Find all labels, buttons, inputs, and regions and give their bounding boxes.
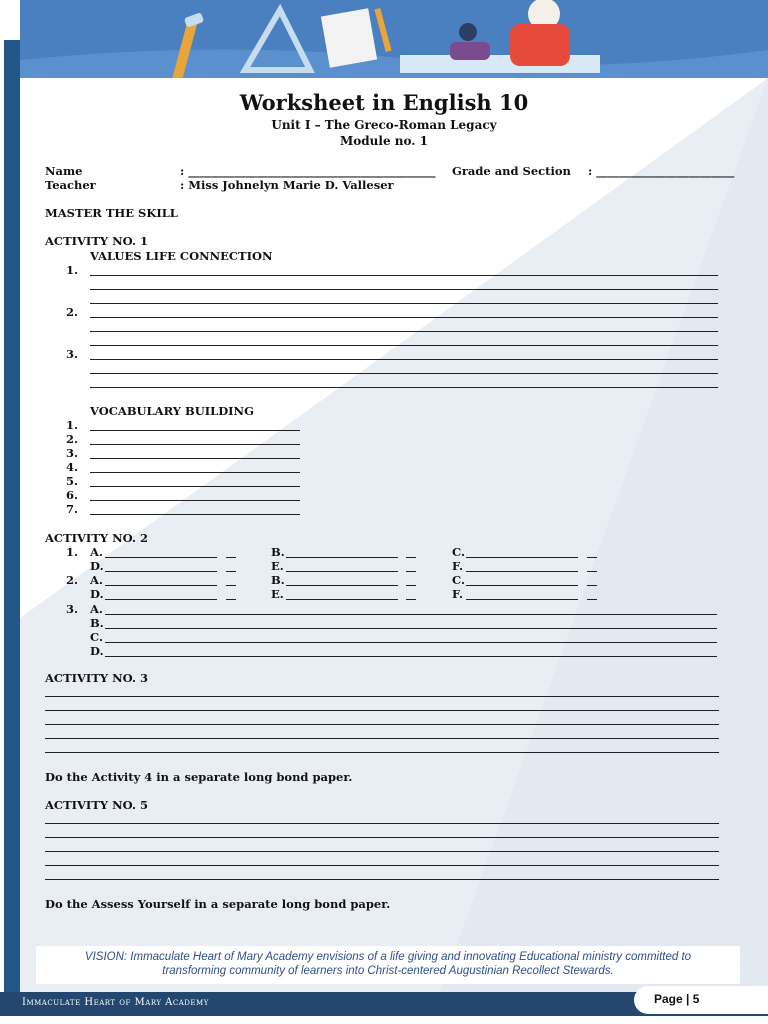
answer-line[interactable] (90, 373, 718, 374)
values-item-number: 2. (65, 305, 78, 319)
essay-answer-line[interactable] (45, 724, 719, 725)
grade-section-label: Grade and Section (452, 164, 571, 178)
activity-2-item-number: 1. (65, 545, 78, 559)
option-mark-line[interactable] (226, 557, 236, 558)
vocab-answer-line[interactable] (90, 430, 300, 431)
activity-2-item-number: 3. (65, 602, 78, 616)
option-mark-line[interactable] (226, 599, 236, 600)
long-answer-line[interactable] (105, 656, 717, 657)
option-letter: A. (90, 545, 103, 559)
essay-answer-line[interactable] (45, 851, 719, 852)
option-answer-line[interactable] (105, 571, 217, 572)
answer-line[interactable] (90, 303, 718, 304)
teacher-label: Teacher (45, 178, 96, 192)
option-letter: A. (90, 573, 103, 587)
vocab-item-number: 2. (65, 432, 78, 446)
long-answer-line[interactable] (105, 628, 717, 629)
answer-line[interactable] (90, 331, 718, 332)
activity-4-instruction: Do the Activity 4 in a separate long bond paper. (45, 770, 353, 784)
option-mark-line[interactable] (226, 571, 236, 572)
vocab-item-number: 7. (65, 502, 78, 516)
option-answer-line[interactable] (286, 599, 398, 600)
option-mark-line[interactable] (587, 599, 597, 600)
option-letter: A. (90, 602, 103, 616)
option-mark-line[interactable] (406, 599, 416, 600)
essay-answer-line[interactable] (45, 837, 719, 838)
option-letter: B. (271, 545, 285, 559)
vocab-item-number: 5. (65, 474, 78, 488)
vision-statement (36, 946, 740, 984)
option-answer-line[interactable] (286, 585, 398, 586)
option-letter: F. (452, 559, 464, 573)
vocabulary-building-heading: VOCABULARY BUILDING (90, 404, 254, 418)
vocab-item-number: 3. (65, 446, 78, 460)
vision-line-1: VISION: Immaculate Heart of Mary Academy envisions of a life giving and innovating Educational ministry committed to (84, 951, 692, 963)
master-skill-heading: MASTER THE SKILL (45, 206, 178, 220)
option-mark-line[interactable] (587, 571, 597, 572)
option-answer-line[interactable] (105, 557, 217, 558)
option-answer-line[interactable] (286, 557, 398, 558)
values-item-number: 1. (65, 263, 78, 277)
essay-answer-line[interactable] (45, 738, 719, 739)
worksheet-title: Worksheet in English 10 (239, 90, 529, 115)
assess-yourself-instruction: Do the Assess Yourself in a separate long bond paper. (45, 897, 391, 911)
unit-subtitle: Unit I – The Greco-Roman Legacy (271, 118, 497, 132)
name-label: Name (45, 164, 83, 178)
answer-line[interactable] (90, 289, 718, 290)
name-field[interactable]: : ___________________________________________ (180, 164, 436, 178)
teacher-value: : Miss Johnelyn Marie D. Valleser (180, 178, 394, 192)
vocab-item-number: 4. (65, 460, 78, 474)
essay-answer-line[interactable] (45, 696, 719, 697)
vocab-item-number: 6. (65, 488, 78, 502)
vocab-answer-line[interactable] (90, 472, 300, 473)
option-letter: C. (452, 573, 465, 587)
option-letter: D. (90, 587, 104, 601)
option-answer-line[interactable] (286, 571, 398, 572)
vocab-answer-line[interactable] (90, 486, 300, 487)
activity-2-item-number: 2. (65, 573, 78, 587)
option-answer-line[interactable] (466, 599, 578, 600)
answer-line[interactable] (90, 275, 718, 276)
page-number: Page | 5 (654, 992, 700, 1006)
option-answer-line[interactable] (105, 599, 217, 600)
activity-3-heading: ACTIVITY NO. 3 (45, 671, 148, 685)
option-letter: C. (90, 630, 103, 644)
option-letter: B. (90, 616, 104, 630)
answer-line[interactable] (90, 317, 718, 318)
option-mark-line[interactable] (406, 557, 416, 558)
option-answer-line[interactable] (466, 585, 578, 586)
vocab-item-number: 1. (65, 418, 78, 432)
long-answer-line[interactable] (105, 642, 717, 643)
vision-line-2: transforming community of learners into Christ-centered Augustinian Recollect Stewards. (162, 965, 614, 977)
option-letter: E. (271, 587, 284, 601)
option-letter: D. (90, 644, 104, 658)
option-mark-line[interactable] (406, 585, 416, 586)
activity-1-heading: ACTIVITY NO. 1 (45, 234, 148, 248)
school-name-footer: Immaculate Heart of Mary Academy (22, 997, 209, 1008)
vocab-answer-line[interactable] (90, 514, 300, 515)
module-subtitle: Module no. 1 (340, 134, 428, 148)
option-mark-line[interactable] (587, 585, 597, 586)
option-mark-line[interactable] (587, 557, 597, 558)
essay-answer-line[interactable] (45, 710, 719, 711)
essay-answer-line[interactable] (45, 879, 719, 880)
activity-5-heading: ACTIVITY NO. 5 (45, 798, 148, 812)
essay-answer-line[interactable] (45, 752, 719, 753)
option-letter: F. (452, 587, 464, 601)
option-answer-line[interactable] (466, 557, 578, 558)
option-answer-line[interactable] (105, 585, 217, 586)
vocab-answer-line[interactable] (90, 458, 300, 459)
option-letter: C. (452, 545, 465, 559)
option-letter: D. (90, 559, 104, 573)
option-letter: E. (271, 559, 284, 573)
activity-2-heading: ACTIVITY NO. 2 (45, 531, 148, 545)
option-mark-line[interactable] (226, 585, 236, 586)
essay-answer-line[interactable] (45, 865, 719, 866)
vocab-answer-line[interactable] (90, 444, 300, 445)
option-answer-line[interactable] (466, 571, 578, 572)
values-item-number: 3. (65, 347, 78, 361)
vocab-answer-line[interactable] (90, 500, 300, 501)
essay-answer-line[interactable] (45, 823, 719, 824)
option-mark-line[interactable] (406, 571, 416, 572)
values-life-connection-heading: VALUES LIFE CONNECTION (90, 249, 273, 263)
option-letter: B. (271, 573, 285, 587)
answer-line[interactable] (90, 387, 718, 388)
long-answer-line[interactable] (105, 614, 717, 615)
grade-section-field[interactable]: : ________________________ (588, 164, 735, 178)
answer-line[interactable] (90, 345, 718, 346)
answer-line[interactable] (90, 359, 718, 360)
